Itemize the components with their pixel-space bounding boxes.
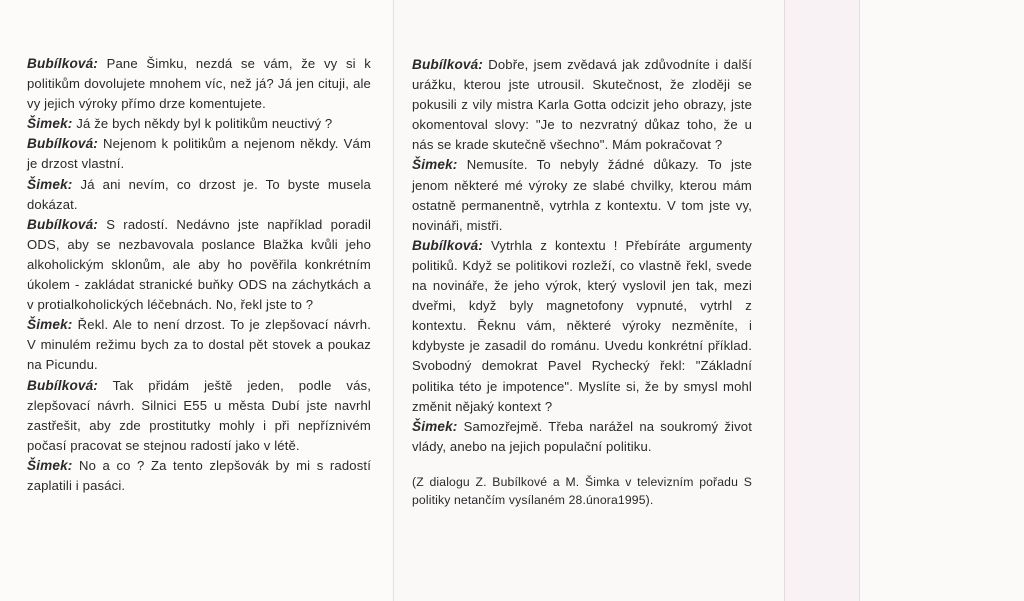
speaker-name: Bubílková: bbox=[27, 377, 98, 393]
dialogue-paragraph bbox=[27, 215, 371, 315]
dialogue-column-left bbox=[27, 54, 371, 496]
speaker-name: Šimek: bbox=[27, 116, 73, 132]
speaker-name: Šimek: bbox=[27, 176, 73, 192]
dialogue-paragraph bbox=[412, 236, 752, 417]
dialogue-paragraph bbox=[27, 54, 371, 114]
dialogue-text: Pane Šimku, nezdá se vám, že vy si k politikům dovolujete mnohem víc, než já? Já jen cituji, ale vy jejich výroky přímo drze komentujete. bbox=[27, 56, 371, 112]
speaker-name: Šimek: bbox=[27, 317, 73, 333]
dialogue-paragraph bbox=[27, 134, 371, 174]
dialogue-paragraph bbox=[412, 155, 752, 235]
dialogue-text: No a co ? Za tento zlepšovák by mi s radostí zaplatili i pasáci. bbox=[27, 457, 371, 493]
dialogue-paragraph bbox=[27, 376, 371, 456]
source-note: (Z dialogu Z. Bubílkové a M. Šimka v televizním pořadu S politiky netančím vysílaném 28.února1995). bbox=[412, 474, 752, 508]
dialogue-paragraph bbox=[27, 114, 371, 134]
speaker-name: Šimek: bbox=[27, 457, 73, 473]
speaker-name: Bubílková: bbox=[27, 56, 98, 71]
dialogue-paragraph bbox=[412, 417, 752, 457]
speaker-name: Bubílková: bbox=[412, 57, 483, 72]
dialogue-column-right bbox=[412, 55, 752, 522]
dialogue-text: Nemusíte. To nebyly žádné důkazy. To jste jenom některé mé výroky ze slabé chvilky, kterou mám ostatně permanentně, vytrhla z kontextu. V tom jste vy, novináři, mistři. bbox=[412, 157, 752, 233]
dialogue-text: S radostí. Nedávno jste například poradil ODS, aby se nezbavovala poslance Blažka kvůli jeho alkoholickým sklonům, ale aby ho pověřila konkrétním úkolem - zakládat stranické buňky ODS na záchytkách a v protialkoholických léčebnách. No, řekl jste to ? bbox=[27, 216, 372, 313]
dialogue-text: Řekl. Ale to není drzost. To je zlepšovací návrh. V minulém režimu bych za to dostal pět stovek a poukaz na Picundu. bbox=[27, 317, 371, 373]
dialogue-paragraph bbox=[27, 175, 371, 215]
page-left bbox=[0, 0, 392, 601]
speaker-name: Bubílková: bbox=[412, 237, 483, 253]
dialogue-text: Já že bych někdy byl k politikům neuctivý ? bbox=[76, 116, 333, 132]
speaker-name: Šimek: bbox=[412, 418, 458, 434]
dialogue-paragraph bbox=[27, 315, 371, 375]
speaker-name: Šimek: bbox=[412, 157, 458, 173]
dialogue-text: Já ani nevím, co drzost je. To byste musela dokázat. bbox=[27, 176, 371, 212]
dialogue-paragraph bbox=[27, 456, 371, 496]
blank-panel bbox=[859, 0, 1024, 601]
speaker-name: Bubílková: bbox=[27, 136, 98, 152]
dialogue-text: Tak přidám ještě jeden, podle vás, zlepšovací návrh. Silnici E55 u města Dubí jste navrhl zastřešit, aby zde prostitutky mohly i při nepříznivém počasí pracovat se stejnou radostí jako v létě. bbox=[27, 377, 371, 453]
speaker-name: Bubílková: bbox=[27, 216, 98, 232]
dialogue-text: Nejenom k politikům a nejenom někdy. Vám je drzost vlastní. bbox=[27, 136, 371, 172]
dialogue-text: Dobře, jsem zvědavá jak zdůvodníte i další urážku, kterou jste utrousil. Skutečnost, že zloději se pokusili z vily mistra Karla Gotta odcizit jeho obrazy, jste okomentoval slovy: "Je to nezvratný důkaz toho, že u nás se krade skutečně všechno". Mám pokračovat ? bbox=[412, 57, 752, 153]
fold-strip bbox=[784, 0, 859, 601]
dialogue-text: Vytrhla z kontextu ! Přebíráte argumenty politiků. Když se politikovi rozleží, co vlastně řekl, svede na novináře, že jeho výrok, který vyslovil jen tak, mezi dveřmi, když byly magnetofony vypnuté, vytrhl z kontextu. Řeknu vám, některé výroky nezměníte, i kdybyste je zasadil do románu. Uvedu konkrétní příklad. Svobodný demokrat Pavel Rychecký řekl: "Základní politika této je impotence". Myslíte si, že by smysl mohl změnit nějaký kontext ? bbox=[412, 237, 752, 414]
dialogue-text: Samozřejmě. Třeba narážel na soukromý život vlády, anebo na jejich populační politiku. bbox=[412, 418, 752, 454]
dialogue-paragraph bbox=[412, 55, 752, 155]
